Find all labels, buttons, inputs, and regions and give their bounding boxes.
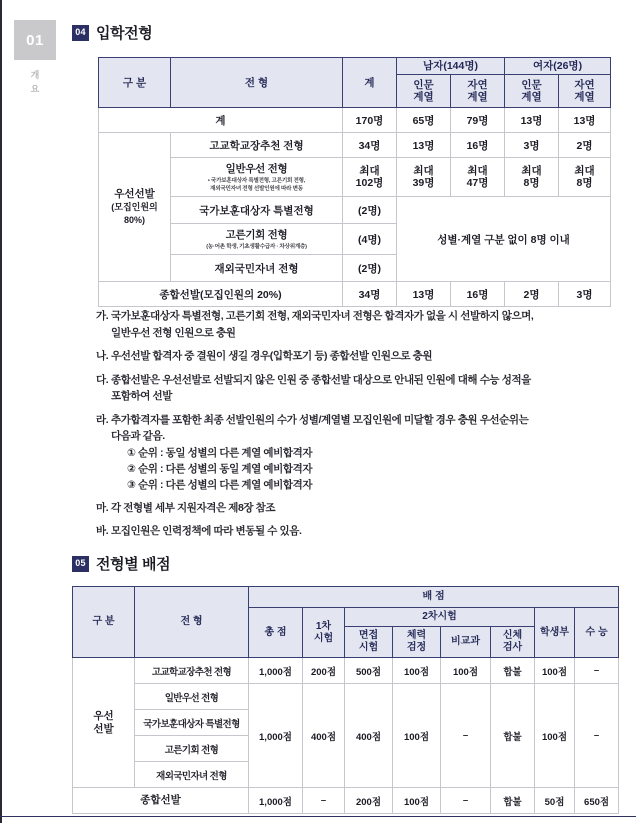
- note-marker: 마.: [96, 501, 109, 514]
- page-bottom-rule: [0, 816, 636, 817]
- note-line: 다음과 같음.: [111, 430, 165, 442]
- th-score-exam1: [303, 608, 345, 658]
- note-line: 각 전형별 세부 지원자격은 제8장 참조: [111, 501, 276, 514]
- section-badge-05: 05: [72, 556, 89, 572]
- score-row-name-veteran: 국가보훈대상자 특별전형: [135, 710, 249, 736]
- score-comp-nonsubject: –: [441, 788, 491, 814]
- row-gp-female-sci: [559, 158, 611, 197]
- th-score-nonsubject: 비교과: [441, 627, 491, 658]
- row-sr-male-hum: 13명: [397, 133, 451, 158]
- note-subitem: ③ 순위 : 다른 성별의 다른 계열 예비합격자: [127, 478, 313, 491]
- score-comp-exam1: –: [303, 788, 345, 814]
- note-item: [96, 372, 616, 405]
- th-group-female: 여자(26명): [505, 58, 611, 75]
- row-total-total: 170명: [343, 108, 397, 133]
- row-name-veteran: 국가보훈대상자 특별전형: [171, 197, 343, 224]
- th-physical-l1: 신체: [502, 630, 523, 641]
- row-comp-male-sci: 16명: [451, 282, 505, 307]
- score-row-name-comprehensive: 종합선발: [73, 788, 249, 814]
- th-fitness-l1: 체력: [406, 630, 427, 641]
- row-gp-female-hum-l1: 최대: [521, 165, 542, 177]
- admission-table: [98, 57, 611, 307]
- section-heading-admission: [72, 22, 152, 43]
- th-physical-l2: 검사: [502, 642, 523, 653]
- table-row-total: [99, 108, 611, 133]
- th-fitness-l2: 검정: [406, 642, 427, 653]
- table-row-comprehensive: [99, 282, 611, 307]
- row-name-equal-opportunity: [171, 224, 343, 255]
- th-score-fitness: [393, 627, 441, 658]
- group-label-l3: 80%): [123, 214, 145, 225]
- chapter-label: [14, 68, 56, 96]
- th-female-science-l2: 계열: [574, 91, 595, 103]
- th-jeonhyeong: 전 형: [171, 58, 343, 108]
- score-sr-nonsubject: 100점: [441, 658, 491, 684]
- th-score-school: 학생부: [535, 608, 575, 658]
- row-gp-male-hum: [397, 158, 451, 197]
- note-item: [96, 308, 616, 341]
- row-total-male-hum: 65명: [397, 108, 451, 133]
- note-body: [111, 308, 616, 341]
- score-row-name-equal-opportunity: 고른기회 전형: [135, 736, 249, 762]
- section-title-05: 전형별 배점: [96, 556, 171, 573]
- row-gp-note-l1: • 국가보훈대상자 특별전형, 고른기회 전형,: [207, 178, 306, 184]
- th-male-science-l2: 계열: [467, 91, 488, 103]
- admission-notes-list: [96, 308, 616, 547]
- note-line: 우선선발 합격자 중 결원이 생길 경우(입학포기 등) 종합선발 인원으로 충원: [111, 350, 433, 362]
- score-row-name-school-recommend: 고교학교장추천 전형: [135, 658, 249, 684]
- th-score-jeonhyeong: 전 형: [135, 587, 249, 658]
- row-veteran-total: (2명): [343, 197, 397, 224]
- th-female-science: [559, 75, 611, 108]
- score-group-l2: 선발: [93, 722, 114, 735]
- table-row-general-priority: [99, 158, 611, 197]
- score-merged-suneung: –: [575, 684, 619, 788]
- note-line: 추가합격자를 포함한 최종 선발인원의 수가 성별/계열별 모집인원에 미달할 경우 충원 우선순위는: [111, 413, 529, 426]
- row-sr-total: 34명: [343, 133, 397, 158]
- th-score-suneung: 수 능: [575, 608, 619, 658]
- row-gp-title: 일반우선 전형: [225, 163, 288, 175]
- score-merged-fitness: 100점: [393, 684, 441, 788]
- th-male-humanities: [397, 75, 451, 108]
- table-row-score-general-priority: [73, 684, 619, 710]
- score-group-priority-label: [73, 658, 135, 788]
- score-merged-physical: 합불: [491, 684, 535, 788]
- row-overseas-total: (2명): [343, 255, 397, 282]
- row-gp-male-hum-l1: 최대: [413, 165, 434, 177]
- note-marker: 라.: [96, 413, 109, 426]
- th-score-gubun: 구 분: [73, 587, 135, 658]
- row-comprehensive-label: 종합선발(모집인원의 20%): [99, 282, 343, 307]
- row-comp-female-hum: 2명: [505, 282, 559, 307]
- score-comp-total: 1,000점: [249, 788, 303, 814]
- th-gubun: 구 분: [99, 58, 171, 108]
- th-male-humanities-l1: 인문: [413, 79, 434, 91]
- th-score-total: 총 점: [249, 608, 303, 658]
- score-sr-suneung: –: [575, 658, 619, 684]
- note-body: [111, 500, 616, 517]
- th-score-interview: [345, 627, 393, 658]
- score-merged-interview: 400점: [345, 684, 393, 788]
- score-sr-physical: 합불: [491, 658, 535, 684]
- note-marker: 바.: [96, 525, 109, 537]
- note-item: [96, 523, 616, 540]
- score-merged-exam1: 400점: [303, 684, 345, 788]
- note-body: [111, 372, 616, 405]
- th-female-humanities-l1: 인문: [521, 79, 542, 91]
- th-male-science-l1: 자연: [467, 79, 488, 91]
- th-exam1-l2: 시험: [313, 632, 334, 644]
- score-sr-school: 100점: [535, 658, 575, 684]
- score-table: [72, 586, 619, 814]
- score-sr-interview: 500점: [345, 658, 393, 684]
- row-comp-male-hum: 13명: [397, 282, 451, 307]
- section-badge-04: 04: [72, 25, 89, 41]
- note-subitem: ② 순위 : 다른 성별의 동일 계열 예비합격자: [127, 462, 313, 475]
- score-merged-total: 1,000점: [249, 684, 303, 788]
- section-heading-scores: [72, 553, 170, 574]
- score-comp-interview: 200점: [345, 788, 393, 814]
- row-gp-female-hum: [505, 158, 559, 197]
- group-label-l1: 우선선발: [114, 187, 155, 200]
- row-gp-female-sci-l1: 최대: [574, 165, 595, 177]
- row-total-label: 계: [99, 108, 343, 133]
- row-total-female-sci: 13명: [559, 108, 611, 133]
- th-interview-l1: 면접: [358, 630, 379, 641]
- row-gp-note-l2: 재외국민자녀 전형 선발인원에 따라 변동: [210, 186, 303, 192]
- row-gp-total-l2: 102명: [355, 177, 384, 189]
- row-comp-total: 34명: [343, 282, 397, 307]
- note-marker: 나.: [96, 350, 109, 362]
- score-row-name-overseas: 재외국민자녀 전형: [135, 762, 249, 788]
- row-gp-male-sci-l2: 47명: [466, 177, 489, 189]
- row-total-male-sci: 79명: [451, 108, 505, 133]
- row-gp-male-hum-l2: 39명: [412, 177, 435, 189]
- page-binding-edge: [0, 0, 2, 823]
- admission-table-head: [99, 58, 611, 108]
- note-item: [96, 412, 616, 493]
- note-line: 국가보훈대상자 특별전형, 고른기회 전형, 재외국민자녀 전형은 합격자가 없을 시 선발하지 않으며,: [111, 310, 534, 322]
- th-exam1-l1: 1차: [315, 620, 332, 632]
- row-total-female-hum: 13명: [505, 108, 559, 133]
- row-gp-total-l1: 최대: [359, 165, 380, 177]
- row-gp-male-sci: [451, 158, 505, 197]
- th-total: 계: [343, 58, 397, 108]
- table-row-score-comprehensive: [73, 788, 619, 814]
- score-comp-fitness: 100점: [393, 788, 441, 814]
- th-group-male: 남자(144명): [397, 58, 505, 75]
- table-row-school-recommend: [99, 133, 611, 158]
- th-interview-l2: 시험: [358, 642, 379, 653]
- row-eo-note: (농·어촌 학생, 기초생활수급자 · 차상위계층): [206, 244, 307, 250]
- score-merged-nonsubject: –: [441, 684, 491, 788]
- row-sr-female-hum: 3명: [505, 133, 559, 158]
- score-sr-total: 1,000점: [249, 658, 303, 684]
- th-male-humanities-l2: 계열: [413, 91, 434, 103]
- row-comp-female-sci: 3명: [559, 282, 611, 307]
- note-line: 모집인원은 인력정책에 따라 변동될 수 있음.: [111, 525, 302, 537]
- note-sublist: [127, 445, 616, 493]
- score-table-body: [73, 658, 619, 814]
- row-sr-male-sci: 16명: [451, 133, 505, 158]
- score-group-l1: 우선: [93, 709, 114, 722]
- note-line: 포함하여 선발: [111, 390, 172, 402]
- note-subitem: ① 순위 : 동일 성별의 다른 계열 예비합격자: [127, 446, 313, 459]
- score-row-name-general-priority: 일반우선 전형: [135, 684, 249, 710]
- score-sr-fitness: 100점: [393, 658, 441, 684]
- th-score-physical: [491, 627, 535, 658]
- row-name-overseas: 재외국민자녀 전형: [171, 255, 343, 282]
- row-gp-male-sci-l1: 최대: [467, 165, 488, 177]
- score-merged-school: 100점: [535, 684, 575, 788]
- group-label-l2: (모집인원의: [111, 201, 158, 212]
- chapter-number: 01: [14, 20, 56, 60]
- admission-table-body: [99, 108, 611, 307]
- note-item: [96, 348, 616, 365]
- row-name-general-priority: [171, 158, 343, 197]
- note-item: [96, 500, 616, 517]
- row-gp-female-hum-l2: 8명: [523, 177, 540, 189]
- chapter-label-line1: 개: [30, 70, 40, 80]
- table-row-score-school-recommend: [73, 658, 619, 684]
- row-gp-total: [343, 158, 397, 197]
- row-name-school-recommend: 고교학교장추천 전형: [171, 133, 343, 158]
- score-comp-suneung: 650점: [575, 788, 619, 814]
- score-comp-physical: 합불: [491, 788, 535, 814]
- row-eo-title: 고른기회 전형: [225, 229, 288, 241]
- note-line: 일반우선 전형 인원으로 충원: [111, 326, 236, 339]
- th-female-science-l1: 자연: [574, 79, 595, 91]
- note-marker: 가.: [96, 310, 109, 322]
- note-body: [111, 412, 616, 493]
- note-line: 종합선발은 우선선발로 선발되지 않은 인원 중 종합선발 대상으로 안내된 인원에 대해 수능 성적을: [111, 373, 531, 386]
- section-title-04: 입학전형: [96, 25, 153, 42]
- score-table-head: [73, 587, 619, 658]
- row-sr-female-sci: 2명: [559, 133, 611, 158]
- score-sr-exam1: 200점: [303, 658, 345, 684]
- th-male-science: [451, 75, 505, 108]
- th-score-exam2: 2차시험: [345, 608, 535, 627]
- row-group-priority-label: [99, 133, 171, 282]
- table-row-veteran: [99, 197, 611, 224]
- th-female-humanities-l2: 계열: [521, 91, 542, 103]
- row-eo-total: (4명): [343, 224, 397, 255]
- th-score-group: 배 점: [249, 587, 619, 608]
- note-body: [111, 348, 616, 365]
- chapter-side-tab: [14, 20, 56, 96]
- row-gp-female-sci-l2: 8명: [576, 177, 593, 189]
- merged-note-cell: 성별·계열 구분 없이 8명 이내: [397, 197, 611, 282]
- th-female-humanities: [505, 75, 559, 108]
- note-body: [111, 523, 616, 540]
- score-comp-school: 50점: [535, 788, 575, 814]
- chapter-label-line2: 요: [30, 84, 40, 94]
- note-marker: 다.: [96, 373, 109, 386]
